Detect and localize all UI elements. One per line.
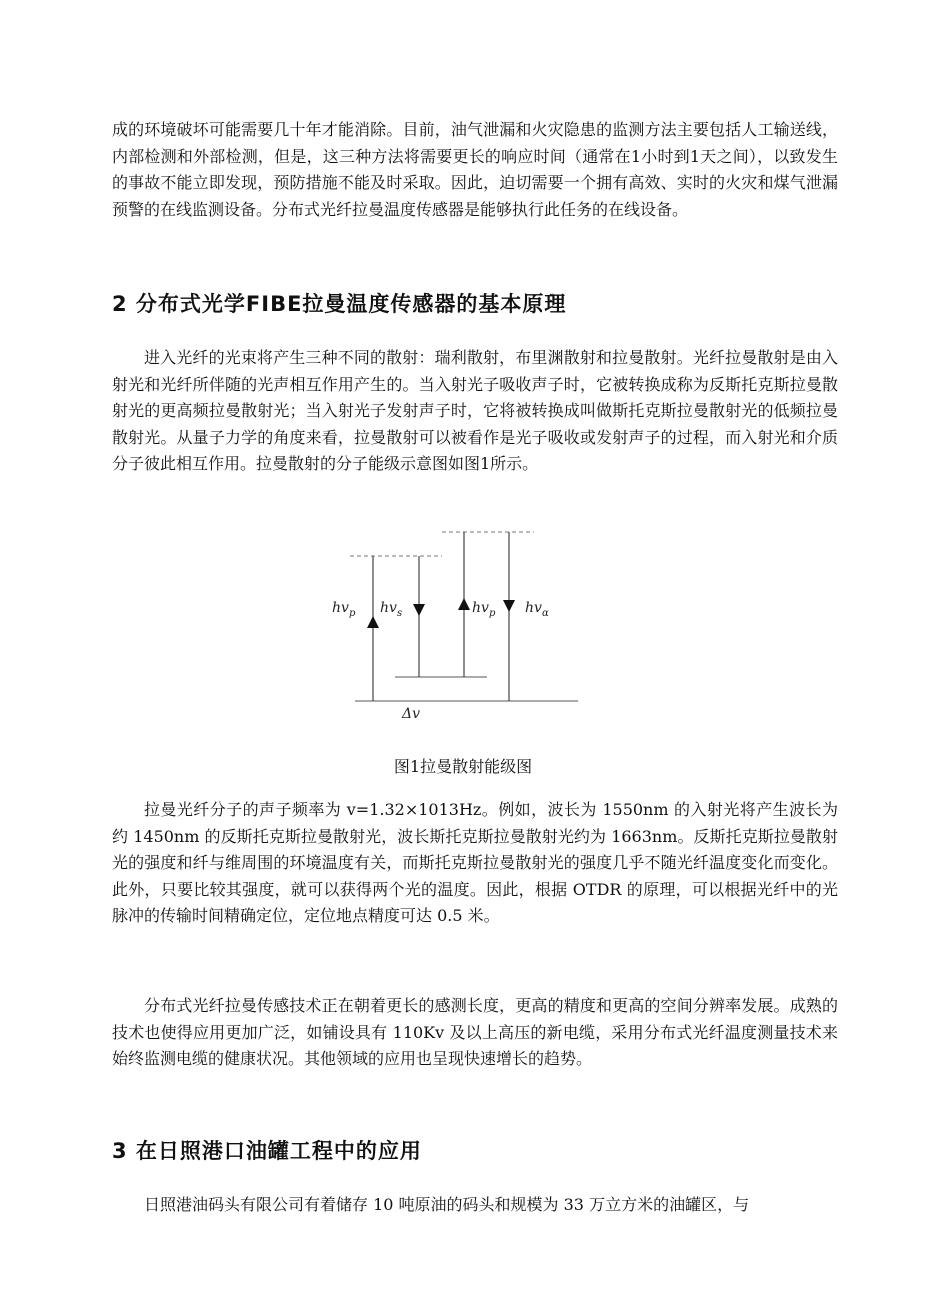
paragraph-3-1: 日照港油码头有限公司有着储存 10 吨原油的码头和规模为 33 万立方米的油罐区，与 (144, 1195, 750, 1214)
arrow-hvp-left-head (367, 616, 379, 628)
arrow-hva-head (503, 600, 515, 612)
paragraph-2-2: 拉曼光纤分子的声子频率为 v=1.32×1013Hz。例如，波长为 1550nm 的入射光将产生波长为约 1450nm 的反斯托克斯拉曼散射光，波长斯托克斯拉曼散射光约为 1663nm。反斯托克斯拉曼散射光的强度和纤与维周围的环境温度有关，而斯托克斯拉曼散射光的强度几乎不随光纤温度变化而变化。此外，只要比较其强度，就可以获得两个光的温度。因此，根据 OTDR 的原理，可以根据光纤中的光脉冲的传输时间精确定位，定位地点精度可达 0.5 米。 (112, 800, 838, 925)
figure-caption: 图1拉曼散射能级图 (393, 757, 533, 776)
label-hvp-left: $hv_p$ (332, 600, 356, 619)
section-heading-3: 3 在日照港口油罐工程中的应用 (112, 1139, 422, 1163)
label-delta-v: Δv (402, 706, 421, 722)
paragraph-2-1: 进入光纤的光束将产生三种不同的散射：瑞利散射，布里渊散射和拉曼散射。光纤拉曼散射是由入射光和光纤所伴随的光声相互作用产生的。当入射光子吸收声子时，它被转换成称为反斯托克斯拉曼散射光的更高频拉曼散射光；当入射光子发射声子时，它将被转换成叫做斯托克斯拉曼散射光的低频拉曼散射光。从量子力学的角度来看，拉曼散射可以被看作是光子吸收或发射声子的过程，而入射光和介质分子彼此相互作用。拉曼散射的分子能级示意图如图1所示。 (112, 348, 838, 473)
paragraph-intro: 成的环境破坏可能需要几十年才能消除。目前，油气泄漏和火灾隐患的监测方法主要包括人工输送线，内部检测和外部检测，但是，这三种方法将需要更长的响应时间（通常在1小时到1天之间），以致发生的事故不能立即发现，预防措施不能及时采取。因此，迫切需要一个拥有高效、实时的火灾和煤气泄漏预警的在线监测设备。分布式光纤拉曼温度传感器是能够执行此任务的在线设备。 (112, 120, 838, 219)
arrow-hvs-head (413, 604, 425, 616)
arrow-hvp-right-head (458, 598, 470, 610)
section-heading-2: 2 分布式光学FIBE拉曼温度传感器的基本原理 (112, 292, 567, 316)
paragraph-2-3: 分布式光纤拉曼传感技术正在朝着更长的感测长度，更高的精度和更高的空间分辨率发展。成熟的技术也使得应用更加广泛，如铺设具有 110Kv 及以上高压的新电缆，采用分布式光纤温度测量技术来始终监测电缆的健康状况。其他领域的应用也呈现快速增长的趋势。 (112, 996, 838, 1068)
label-hvp-right: $hv_p$ (472, 600, 496, 619)
label-hva: $hv_\alpha$ (525, 600, 549, 619)
raman-energy-level-diagram (330, 528, 590, 728)
label-hvs: $hv_s$ (380, 600, 403, 619)
